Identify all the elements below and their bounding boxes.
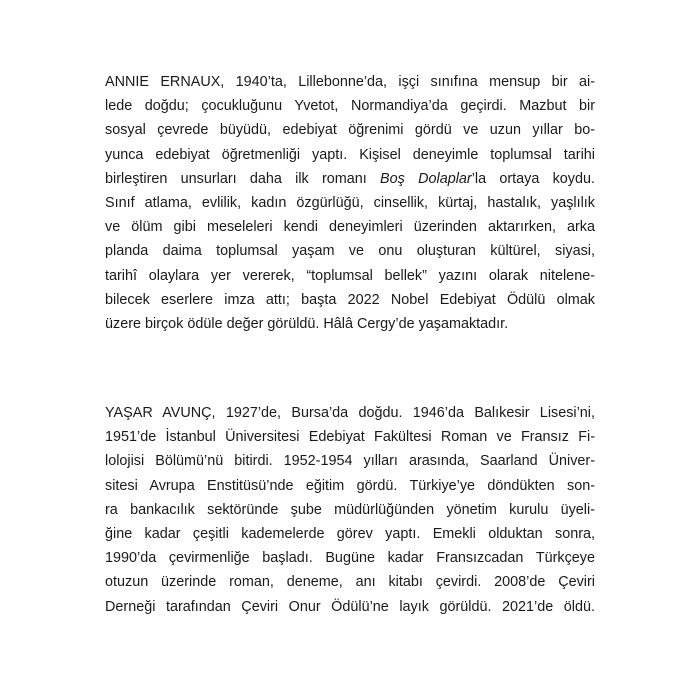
bio-line: YAŞAR AVUNÇ, 1927’de, Bursa’da doğdu. 1946’da Balıkesir Lisesi’ni, <box>105 405 595 421</box>
translator-bio-yasar-avunc <box>105 401 595 619</box>
bio-line: lede doğdu; çocukluğunu Yvetot, Normandiya’da geçirdi. Mazbut bir <box>105 98 595 115</box>
bio-line-with-book-title <box>105 167 595 191</box>
author-bio-annie-ernaux <box>105 70 595 336</box>
bio-line: 1990’da çevirmenliğe başladı. Bugüne kadar Fransızcadan Türkçeye <box>105 550 595 567</box>
bio-text: ’la ortaya koydu. <box>471 170 595 187</box>
bio-line: 1951’de İstanbul Üniversitesi Edebiyat Fakültesi Roman ve Fransız Fi- <box>105 429 595 446</box>
bio-line: Derneği tarafından Çeviri Onur Ödülü’ne layık görüldü. 2021’de öldü. <box>105 598 595 615</box>
bio-line: Sınıf atlama, evlilik, kadın özgürlüğü, cinsellik, kürtaj, hastalık, yaşlılık <box>105 194 595 211</box>
bio-line: üzere birçok ödüle değer görüldü. Hâlâ Cergy’de yaşamaktadır. <box>105 315 509 332</box>
bio-line: sosyal çevrede büyüdü, edebiyat öğrenimi gördü ve uzun yıllar bo- <box>105 122 595 139</box>
bio-line: lolojisi Bölümü’nü bitirdi. 1952-1954 yılları arasında, Saarland Üniver- <box>105 453 595 470</box>
bio-line: sitesi Avrupa Enstitüsü’nde eğitim gördü. Türkiye’ye döndükten son- <box>105 477 595 494</box>
bio-line: ra bankacılık sektöründe şube müdürlüğünden yönetim kurulu üyeli- <box>105 501 595 518</box>
bio-text: birleştiren unsurları daha ilk romanı <box>105 170 381 187</box>
bio-line: bilecek eserlere imza attı; başta 2022 Nobel Edebiyat Ödülü olmak <box>105 291 595 308</box>
bio-line: ğine kadar çeşitli kademelerde görev yaptı. Emekli olduktan sonra, <box>105 525 595 542</box>
bio-line: ANNIE ERNAUX, 1940’ta, Lillebonne’da, işçi sınıfına mensup bir ai- <box>105 74 595 90</box>
bio-line: yunca edebiyat öğretmenliği yaptı. Kişisel deneyimle toplumsal tarihi <box>105 146 595 163</box>
book-title: Boş Dolaplar <box>380 170 472 187</box>
bio-line: ve ölüm gibi meseleleri kendi deneyimleri üzerinden aktarırken, arka <box>105 219 595 236</box>
bio-line: otuzun üzerinde roman, deneme, anı kitabı çevirdi. 2008’de Çeviri <box>105 574 595 591</box>
bio-line: tarihî olaylara yer vererek, “toplumsal bellek” yazını olarak nitelene- <box>105 267 595 284</box>
bio-line: planda daima toplumsal yaşam ve onu oluşturan kültürel, siyasi, <box>105 243 595 260</box>
